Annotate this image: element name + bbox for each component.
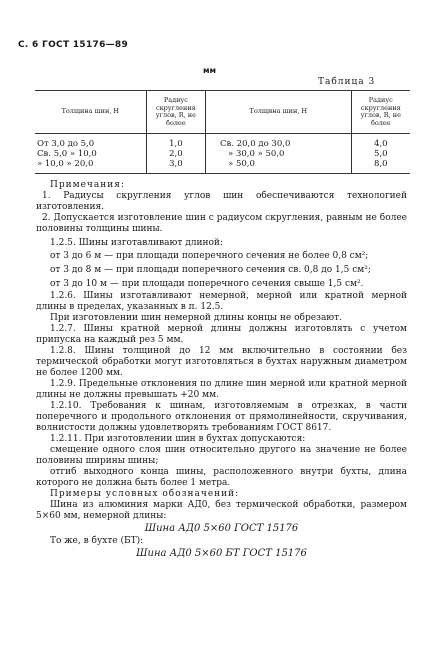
col-radius-header-2: Радиус скругления углов, R, не более — [351, 91, 410, 134]
table-3 — [35, 90, 410, 174]
clause-1-2-5-c: от 3 до 10 м — при площади поперечного сечения свыше 1,5 см². — [50, 279, 364, 289]
cell-thickness: » 50,0 — [206, 159, 352, 174]
example-1-code: Шина АД0 5×60 ГОСТ 15176 — [144, 523, 299, 534]
clause-1-2-6-b: При изготовлении шин немерной длины концы не обрезают. — [50, 313, 342, 323]
table-row — [35, 159, 410, 174]
table-caption: Таблица 3 — [318, 77, 376, 87]
cell-radius: 3,0 — [146, 159, 205, 174]
cell-thickness: » 10,0 » 20,0 — [37, 159, 94, 169]
cell-thickness: » 30,0 » 50,0 — [206, 149, 352, 159]
cell-radius: 4,0 — [351, 134, 410, 150]
note-1: 1. Радиусы скругления углов шин обеспечиваются технологией изготовления. — [36, 191, 407, 212]
page-header: С. 6 ГОСТ 15176—89 — [18, 40, 129, 50]
note-2: 2. Допускается изготовление шин с радиусом скругления, равным не более половины толщины шины. — [36, 213, 407, 234]
cell-thickness: Св. 5,0 » 10,0 — [37, 149, 97, 159]
table-row — [35, 149, 410, 159]
notes-block — [36, 180, 407, 235]
clause-1-2-5-b: от 3 до 8 м — при площади поперечного сечения св. 0,8 до 1,5 см²; — [50, 265, 371, 275]
clause-1-2-11: 1.2.11. При изготовлении шин в бухтах допускаются: — [50, 434, 306, 444]
body-text — [36, 238, 407, 561]
cell-radius: 5,0 — [351, 149, 410, 159]
clause-1-2-11-b: отгиб выходного конца шины, расположенного внутри бухты, длина которого не должна быть более 1 метра. — [36, 467, 407, 488]
clause-1-2-8: 1.2.8. Шины толщиной до 12 мм включительно в состоянии без термической обработки могут изготовляться в бухтах наружным диаметром не более 1200 мм. — [36, 346, 407, 378]
clause-1-2-5: 1.2.5. Шины изготавливают длиной: — [50, 238, 223, 248]
clause-1-2-10: 1.2.10. Требования к шинам, изготовляемым в отрезках, в части поперечного и продольного отклонения от прямолинейности, скручивания, волнистости должны удовлетворять требованиям ГОСТ 8617. — [36, 401, 407, 433]
clause-1-2-11-a: смещение одного слоя шин относительно другого на значение не более половины ширины шины; — [36, 445, 407, 466]
clause-1-2-6: 1.2.6. Шины изготавливают немерной, мерной или кратной мерной длины в пределах, указанных в п. 12.5. — [36, 291, 407, 312]
example-2-text: То же, в бухте (БТ): — [50, 536, 144, 546]
cell-radius: 1,0 — [146, 134, 205, 150]
example-2-code: Шина АД0 5×60 БТ ГОСТ 15176 — [136, 548, 307, 559]
cell-thickness: Св. 20,0 до 30,0 — [206, 134, 352, 150]
unit-label: мм — [203, 66, 217, 75]
table-header-row — [35, 91, 410, 134]
cell-radius: 8,0 — [351, 159, 410, 174]
cell-radius: 2,0 — [146, 149, 205, 159]
clause-1-2-7: 1.2.7. Шины кратной мерной длины должны изготовлять с учетом припуска на каждый рез 5 мм. — [36, 324, 407, 345]
example-1-text: Шина из алюминия марки АД0, без термической обработки, размером 5×60 мм, немерной длины: — [36, 500, 407, 521]
notes-title: Примечания: — [50, 180, 125, 190]
examples-title: Примеры условных обозначений: — [50, 489, 240, 499]
cell-thickness: От 3,0 до 5,0 — [37, 139, 95, 149]
col-thickness-header: Толщина шин, H — [35, 91, 146, 134]
col-radius-header: Радиус скругления углов, R, не более — [146, 91, 205, 134]
clause-1-2-5-a: от 3 до 6 м — при площади поперечного сечения не более 0,8 см²; — [50, 251, 369, 261]
col-thickness-header-2: Толщина шин, H — [206, 91, 352, 134]
table-row — [35, 134, 410, 150]
clause-1-2-9: 1.2.9. Предельные отклонения по длине шин мерной или кратной мерной длины не должны превышать +20 мм. — [36, 379, 407, 400]
